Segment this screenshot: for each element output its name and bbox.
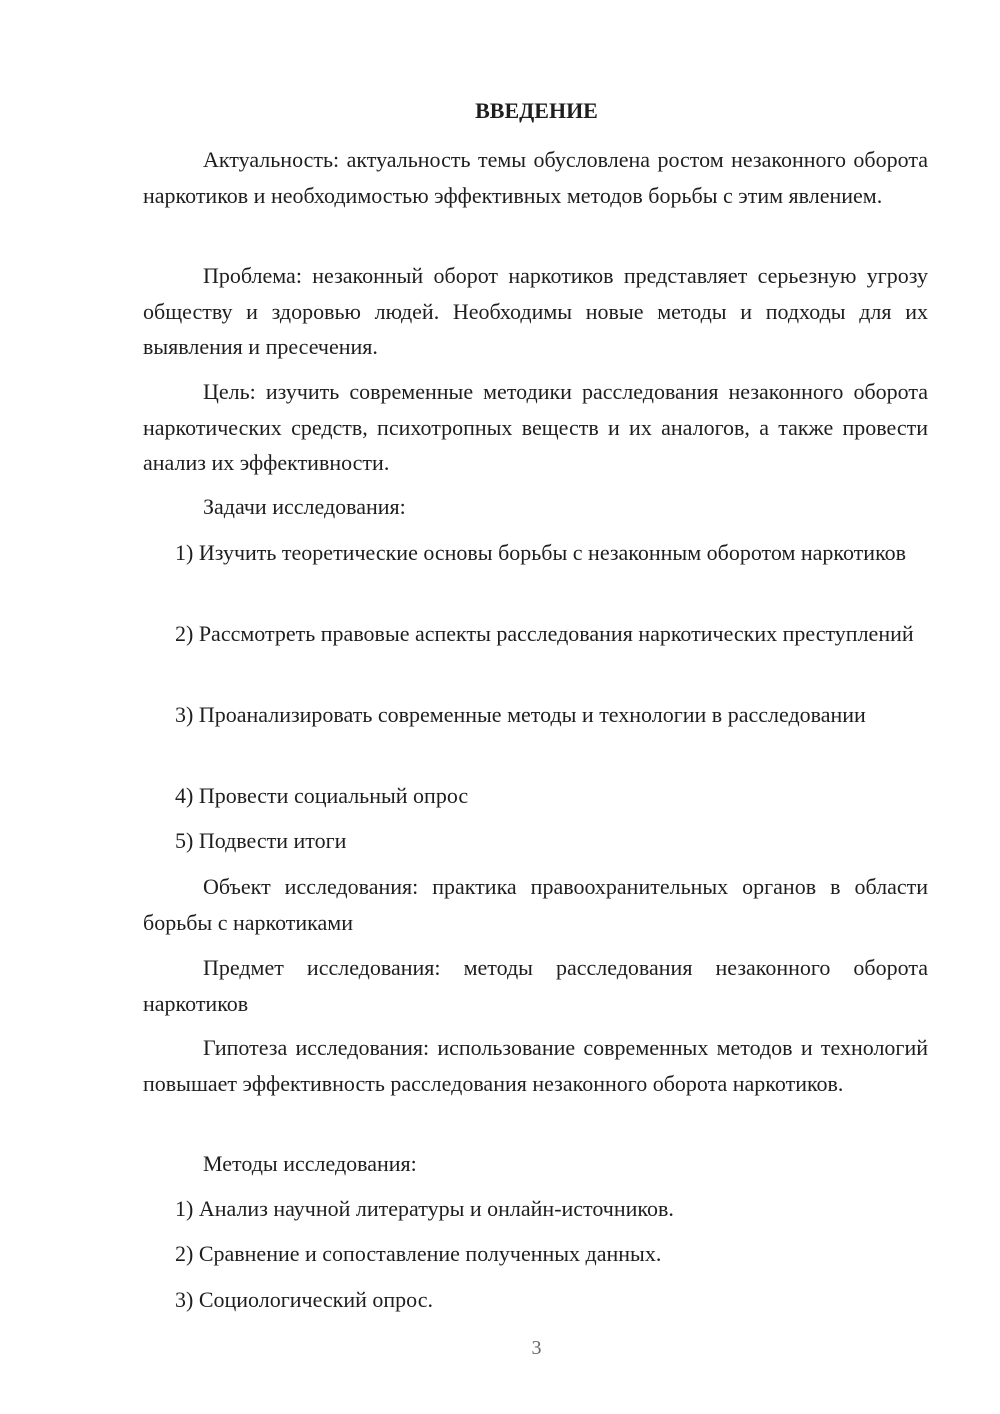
subject-paragraph: Предмет исследования: методы расследования незаконного оборота наркотиков bbox=[143, 955, 928, 1016]
task-item-5: 5) Подвести итоги bbox=[175, 828, 347, 853]
section-title: ВВЕДЕНИЕ bbox=[475, 98, 598, 123]
method-item-1: 1) Анализ научной литературы и онлайн-источников. bbox=[175, 1196, 674, 1221]
hypothesis-paragraph: Гипотеза исследования: использование современных методов и технологий повышает эффективность расследования незаконного оборота наркотиков. bbox=[143, 1035, 928, 1096]
goal-paragraph: Цель: изучить современные методики расследования незаконного оборота наркотических средств, психотропных веществ и их аналогов, а также провести анализ их эффективности. bbox=[143, 379, 928, 475]
task-item-3: 3) Проанализировать современные методы и технологии в расследовании bbox=[175, 702, 866, 727]
task-item-4: 4) Провести социальный опрос bbox=[175, 783, 469, 808]
method-item-3: 3) Социологический опрос. bbox=[175, 1287, 433, 1312]
task-item-1: 1) Изучить теоретические основы борьбы с незаконным оборотом наркотиков bbox=[175, 540, 907, 565]
tasks-heading: Задачи исследования: bbox=[203, 494, 406, 519]
relevance-paragraph: Актуальность: актуальность темы обусловлена ростом незаконного оборота наркотиков и необходимостью эффективных методов борьбы с этим явлением. bbox=[143, 147, 928, 208]
method-item-2: 2) Сравнение и сопоставление полученных данных. bbox=[175, 1241, 662, 1266]
problem-paragraph: Проблема: незаконный оборот наркотиков представляет серьезную угрозу обществу и здоровью людей. Необходимы новые методы и подходы для их выявления и пресечения. bbox=[143, 263, 928, 359]
page-number: 3 bbox=[531, 1337, 542, 1359]
object-paragraph: Объект исследования: практика правоохранительных органов в области борьбы с наркотиками bbox=[143, 874, 928, 935]
task-item-2: 2) Рассмотреть правовые аспекты расследования наркотических преступлений bbox=[175, 621, 914, 646]
methods-heading: Методы исследования: bbox=[203, 1151, 417, 1176]
